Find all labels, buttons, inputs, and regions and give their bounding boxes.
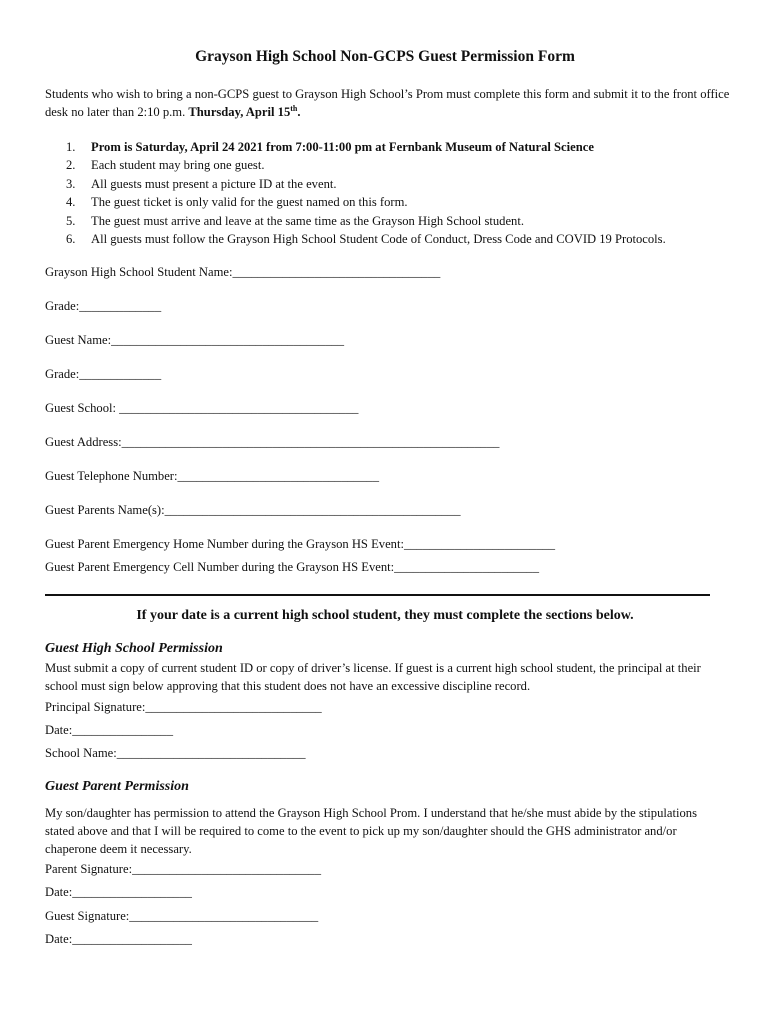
emergency-home-field[interactable]: Guest Parent Emergency Home Number during the Grayson HS Event:________________________ [45,537,556,551]
rule-item [66,212,746,230]
rule-item [66,230,746,248]
guest-school-field[interactable]: Guest School: ______________________________________ [45,401,359,415]
rule-text: All guests must follow the Grayson High School Student Code of Conduct, Dress Code and COVID 19 Protocols. [91,232,666,247]
rule-text: All guests must present a picture ID at the event. [91,176,337,191]
rule-number: 1. [66,140,76,154]
rule-item [66,138,746,156]
rule-text: Prom is Saturday, April 24 2021 from 7:00-11:00 pm at Fernbank Museum of Natural Science [91,140,594,154]
rule-text: Each student may bring one guest. [91,158,265,173]
principal-date-field[interactable]: Date:________________ [45,723,174,737]
rule-number: 2. [66,158,76,173]
rule-text: The guest must arrive and leave at the same time as the Grayson High School student. [91,213,524,228]
guest-signature-field[interactable]: Guest Signature:______________________________ [45,909,319,923]
hs-permission-text: Must submit a copy of current student ID or copy of driver’s license. If guest is a current high school student, the principal at their school must sign below approving that this student does not have an excessive discipline record. [45,661,701,693]
intro-deadline-suffix: th [290,103,298,113]
parent-signature-field[interactable]: Parent Signature:______________________________ [45,862,321,876]
guest-grade-field[interactable]: Grade:_____________ [45,367,162,381]
rule-item [66,175,746,193]
intro-text: Students who wish to bring a non-GCPS guest to Grayson High School’s Prom must complete this form and submit it to the front office desk no later than 2:10 p.m. [45,87,730,119]
rule-number: 5. [66,213,76,228]
rule-text: The guest ticket is only valid for the guest named on this form. [91,195,408,210]
guest-date-field[interactable]: Date:___________________ [45,932,192,946]
intro-paragraph [45,85,735,121]
rule-item [66,156,746,174]
parent-permission-heading: Guest Parent Permission [45,779,189,794]
student-grade-field[interactable]: Grade:_____________ [45,299,162,313]
rules-list [66,138,746,248]
principal-signature-field[interactable]: Principal Signature:____________________________ [45,700,322,714]
hs-permission-heading: Guest High School Permission [45,641,223,656]
section-divider [45,594,710,596]
rule-number: 3. [66,176,76,191]
parent-permission-text: My son/daughter has permission to attend the Grayson High School Prom. I understand that he/she must abide by the stipulations stated above and that I will be required to come to the event to pick up my son/daughter should the GHS administrator and/or chaperone deem it necessary. [45,806,697,856]
guest-phone-field[interactable]: Guest Telephone Number:________________________________ [45,469,379,483]
rule-number: 6. [66,232,76,247]
rule-item [66,193,746,211]
student-name-field[interactable]: Grayson High School Student Name:_________________________________ [45,265,441,279]
page-title: Grayson High School Non-GCPS Guest Permission Form [195,48,575,65]
guest-name-field[interactable]: Guest Name:_____________________________________ [45,333,345,347]
parent-date-field[interactable]: Date:___________________ [45,885,192,899]
school-name-field[interactable]: School Name:______________________________ [45,746,306,760]
intro-deadline-end: . [297,105,301,119]
intro-deadline: Thursday, April 15 [188,105,291,119]
guest-parents-field[interactable]: Guest Parents Name(s):_______________________________________________ [45,503,461,517]
section-heading: If your date is a current high school student, they must complete the sections below. [136,608,634,623]
rule-number: 4. [66,195,76,210]
guest-address-field[interactable]: Guest Address:____________________________________________________________ [45,435,500,449]
emergency-cell-field[interactable]: Guest Parent Emergency Cell Number during the Grayson HS Event:_______________________ [45,560,539,574]
